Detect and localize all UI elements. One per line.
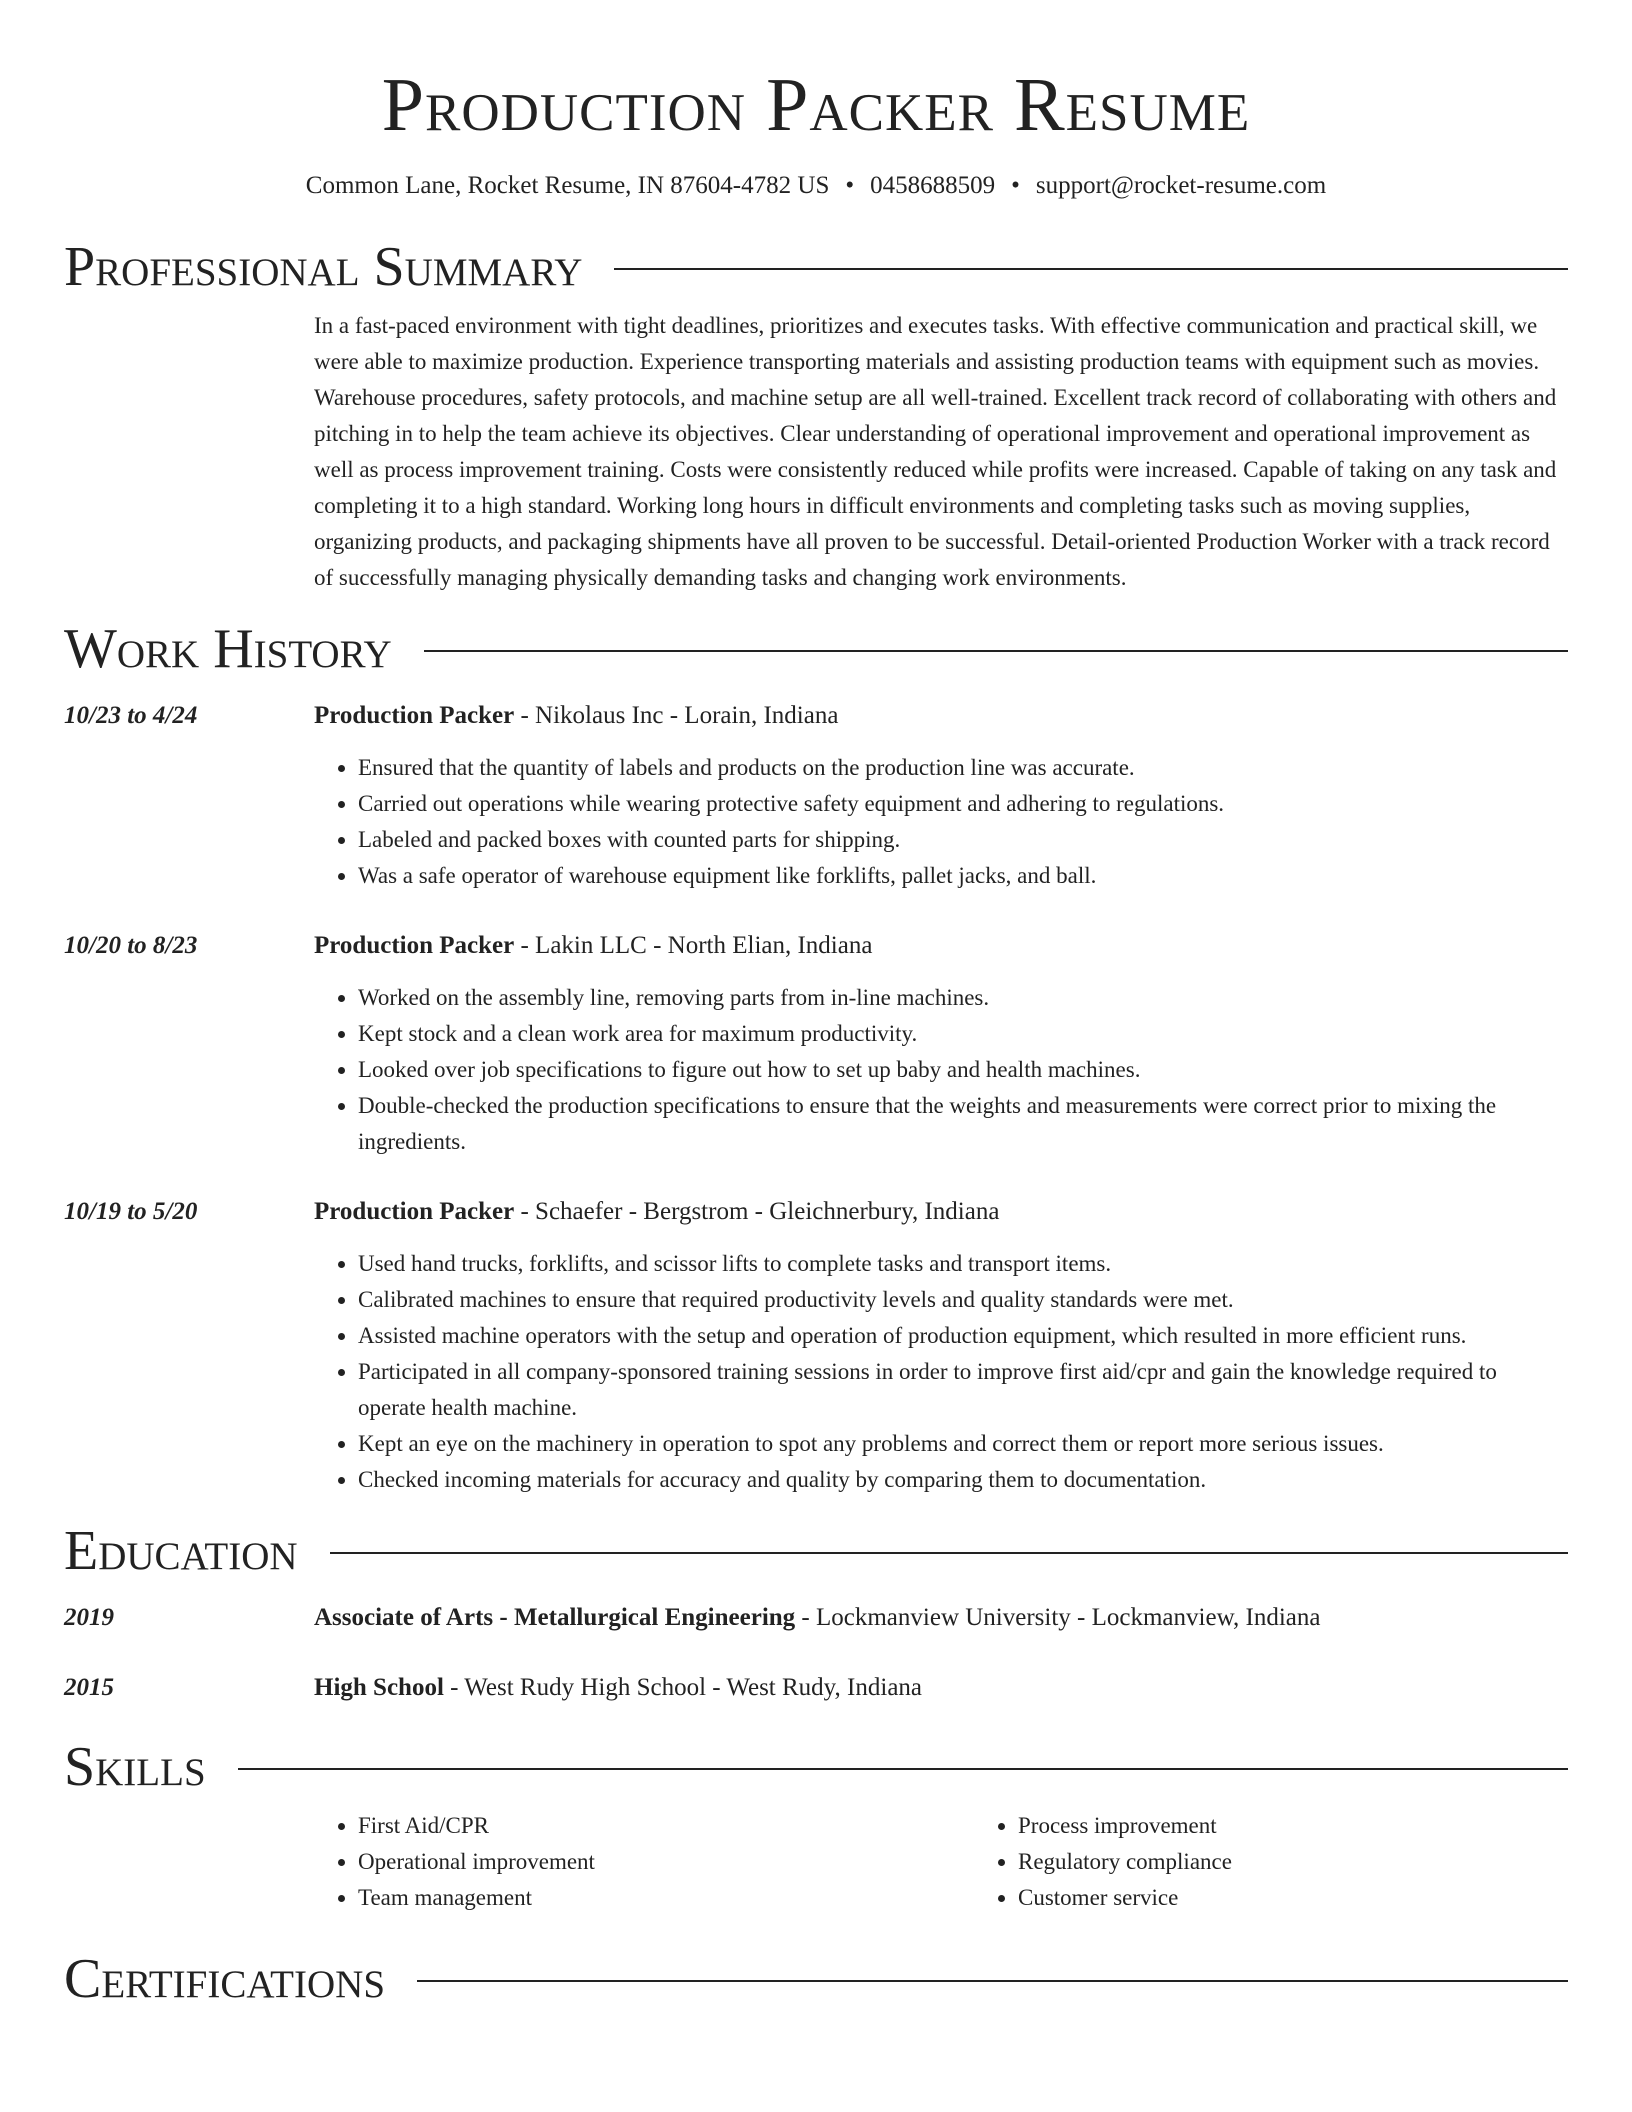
list-item: • Kept stock and a clean work area for maximum productivity.	[358, 1016, 1568, 1052]
job-entry	[64, 1194, 1568, 1498]
skill-item: • Operational improvement	[358, 1844, 974, 1880]
section-heading: Work History	[64, 618, 392, 680]
job-bullets	[314, 1246, 1568, 1498]
section-certifications-header	[64, 1946, 1568, 2012]
job-dates: 10/20 to 8/23	[64, 932, 198, 959]
education-degree: Associate of Arts - Metallurgical Engineering	[314, 1604, 796, 1631]
list-item: • Ensured that the quantity of labels and products on the production line was accurate.	[358, 750, 1568, 786]
contact-address: Common Lane, Rocket Resume, IN 87604-4782 US	[305, 172, 830, 199]
education-headline	[314, 1600, 1568, 1636]
contact-phone: 0458688509	[870, 172, 996, 199]
resume-title: Production Packer Resume	[381, 63, 1251, 147]
education-entry	[64, 1670, 1568, 1706]
summary-text: In a fast-paced environment with tight deadlines, prioritizes and executes tasks. With effective communication and practical skill, we were able to maximize production. Experience transporting materials and assisting production teams with equipment such as movies. Warehouse procedures, safety protocols, and machine setup are all well-trained. Excellent track record of collaborating with others and pitching in to help the team achieve its objectives. Clear understanding of operational improvement and operational improvement as well as process improvement training. Costs were consistently reduced while profits were increased. Capable of taking on any task and completing it to a high standard. Working long hours in difficult environments and completing tasks such as moving supplies, organizing products, and packaging shipments have all proven to be successful. Detail-oriented Production Worker with a track record of successfully managing physically demanding tasks and changing work environments.	[314, 313, 1557, 590]
contact-email: support@rocket-resume.com	[1035, 172, 1327, 199]
list-item: • Calibrated machines to ensure that required productivity levels and quality standards were met.	[358, 1282, 1568, 1318]
section-rule	[614, 268, 1568, 270]
education-year: 2019	[64, 1604, 114, 1631]
list-item: • Kept an eye on the machinery in operation to spot any problems and correct them or report more serious issues.	[358, 1426, 1568, 1462]
section-rule	[417, 1980, 1568, 1982]
skills-left-column	[314, 1808, 974, 1916]
skill-item: • Regulatory compliance	[1018, 1844, 1632, 1880]
job-title: Production Packer	[314, 702, 515, 729]
job-title: Production Packer	[314, 1198, 515, 1225]
job-details: - Schaefer - Bergstrom - Gleichnerbury, Indiana	[514, 1198, 1000, 1225]
section-heading: Professional Summary	[64, 236, 583, 298]
job-headline	[314, 698, 1568, 734]
skills-columns	[314, 1808, 1568, 1916]
section-heading: Skills	[64, 1736, 206, 1798]
job-headline	[314, 1194, 1568, 1230]
skill-item: • Team management	[358, 1880, 974, 1916]
skills-right-column	[974, 1808, 1632, 1916]
job-headline	[314, 928, 1568, 964]
list-item: • Used hand trucks, forklifts, and scissor lifts to complete tasks and transport items.	[358, 1246, 1568, 1282]
section-skills-header	[64, 1734, 1568, 1800]
job-entry	[64, 698, 1568, 894]
contact-separator: •	[845, 172, 855, 199]
list-item: • Labeled and packed boxes with counted parts for shipping.	[358, 822, 1568, 858]
job-bullets	[314, 750, 1568, 894]
list-item: • Was a safe operator of warehouse equipment like forklifts, pallet jacks, and ball.	[358, 858, 1568, 894]
section-rule	[330, 1552, 1568, 1554]
job-details: - Nikolaus Inc - Lorain, Indiana	[514, 702, 839, 729]
section-rule	[424, 650, 1568, 652]
list-item: • Carried out operations while wearing protective safety equipment and adhering to regulations.	[358, 786, 1568, 822]
education-details: - Lockmanview University - Lockmanview, Indiana	[795, 1604, 1321, 1631]
section-education-header	[64, 1518, 1568, 1584]
list-item: • Worked on the assembly line, removing parts from in-line machines.	[358, 980, 1568, 1016]
section-heading: Education	[64, 1520, 298, 1582]
contact-line	[64, 170, 1568, 202]
contact-separator: •	[1011, 172, 1020, 199]
education-year: 2015	[64, 1674, 114, 1701]
skill-item: • Customer service	[1018, 1880, 1632, 1916]
education-degree: High School	[314, 1674, 444, 1701]
job-dates: 10/23 to 4/24	[64, 702, 198, 729]
job-dates: 10/19 to 5/20	[64, 1198, 198, 1225]
section-work-header	[64, 616, 1568, 682]
list-item: • Participated in all company-sponsored training sessions in order to improve first aid/cpr and gain the knowledge required to operate health machine.	[358, 1354, 1568, 1426]
job-bullets	[314, 980, 1568, 1160]
job-entry	[64, 928, 1568, 1160]
section-summary-header	[64, 234, 1568, 300]
job-title: Production Packer	[314, 932, 515, 959]
list-item: • Checked incoming materials for accuracy and quality by comparing them to documentation.	[358, 1462, 1568, 1498]
education-entry	[64, 1600, 1568, 1636]
list-item: • Assisted machine operators with the setup and operation of production equipment, which resulted in more efficient runs.	[358, 1318, 1568, 1354]
section-rule	[238, 1768, 1568, 1770]
section-heading: Certifications	[64, 1948, 386, 2010]
skill-item: • First Aid/CPR	[358, 1808, 974, 1844]
job-details: - Lakin LLC - North Elian, Indiana	[514, 932, 873, 959]
list-item: • Looked over job specifications to figure out how to set up baby and health machines.	[358, 1052, 1568, 1088]
education-details: - West Rudy High School - West Rudy, Indiana	[443, 1674, 923, 1701]
resume-page	[64, 0, 1568, 2012]
education-headline	[314, 1670, 1568, 1706]
skill-item: • Process improvement	[1018, 1808, 1632, 1844]
list-item: • Double-checked the production specifications to ensure that the weights and measurements were correct prior to mixing the ingredients.	[358, 1088, 1568, 1160]
